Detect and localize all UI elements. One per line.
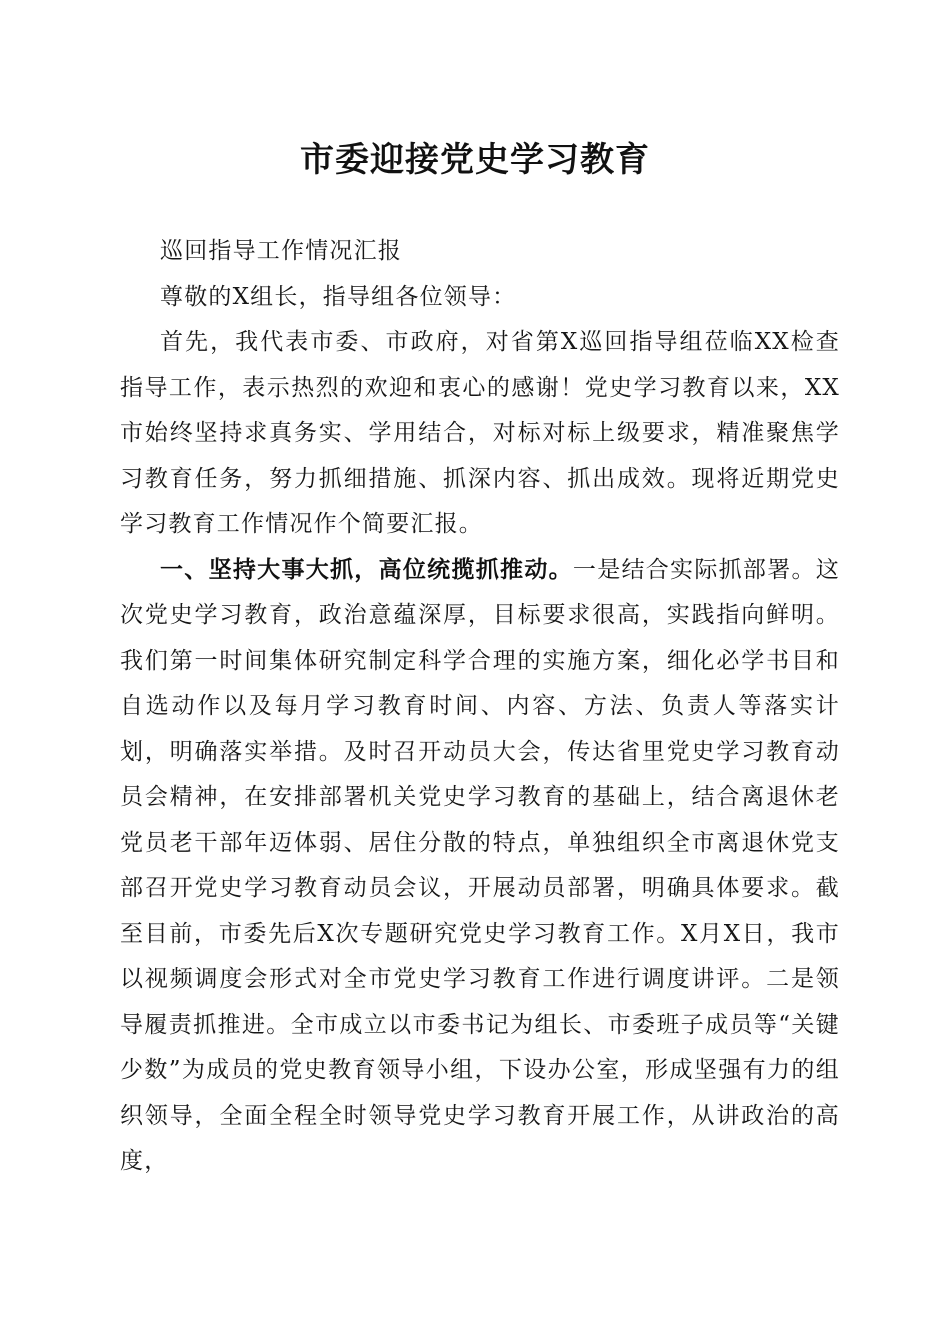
salutation: 尊敬的X组长，指导组各位领导： bbox=[160, 283, 517, 310]
section-text: 一是结合实际抓部署。这次党史学习教育，政治意蕴深厚，目标要求很高，实践指向鲜明。我们第一时间集体研究制定科学合理的实施方案，细化必学书目和自选动作以及每月学习教育时间、内容、方法、负责人等落实计划，明确落实举措。及时召开动员大会，传达省里党史学习教育动员会精神，在安排部署机关党史学习教育的基础上，结合离退休老党员老干部年迈体弱、居住分散的特点，单独组织全市离退休党支部召开党史学习教育动员会议，开展动员部署，明确具体要求。截至目前，市委先后X次专题研究党史学习教育工作。X月X日，我市以视频调度会形式对全市党史学习教育工作进行调度讲评。二是领导履责抓推进。全市成立以市委书记为组长、市委班子成员等“关键少数”为成员的党史教育领导小组，下设办公室，形成坚强有力的组织领导，全面全程全时领导党史学习教育开展工作，从讲政治的高度， bbox=[120, 556, 840, 1174]
paragraph-section-1 bbox=[120, 548, 840, 1185]
document-body bbox=[120, 229, 840, 1185]
document-subtitle: 巡回指导工作情况汇报 bbox=[160, 238, 402, 264]
section-heading: 一、坚持大事大抓，高位统揽抓推动。 bbox=[160, 556, 573, 583]
document-title: 市委迎接党史学习教育 bbox=[300, 140, 650, 180]
paragraph-intro: 首先，我代表市委、市政府，对省第X巡回指导组莅临XX检查指导工作，表示热烈的欢迎和衷心的感谢！党史学习教育以来，XX市始终坚持求真务实、学用结合，对标对标上级要求，精准聚焦学习教育任务，努力抓细措施、抓深内容、抓出成效。现将近期党史学习教育工作情况作个简要汇报。 bbox=[120, 329, 840, 537]
